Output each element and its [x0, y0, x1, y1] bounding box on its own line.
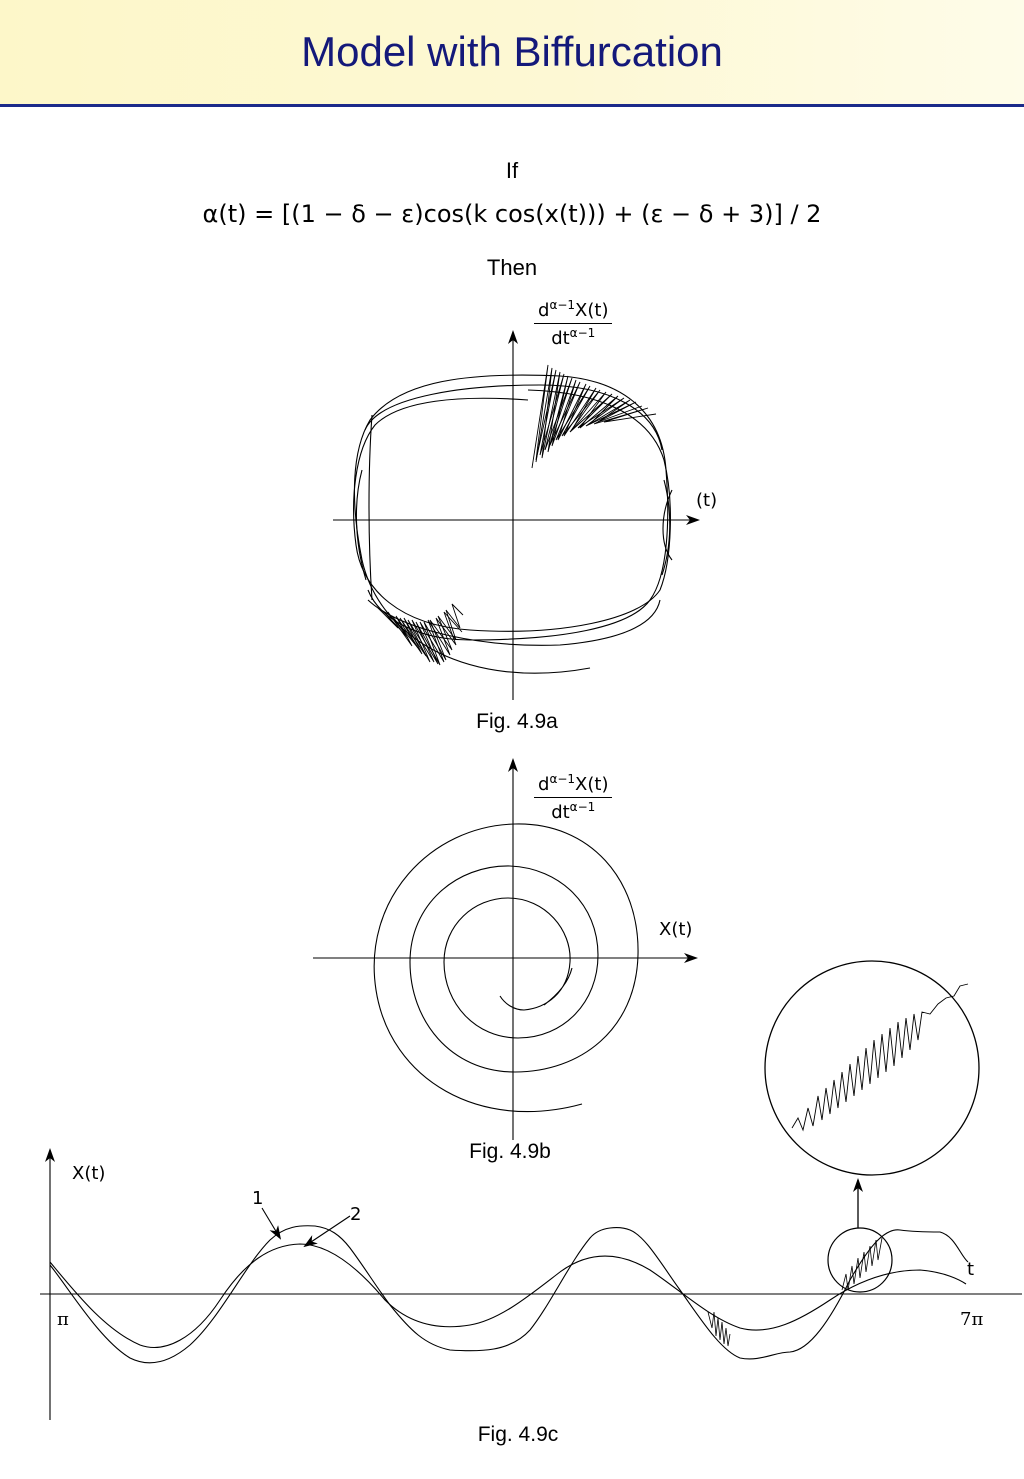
fig-c-diagram	[40, 1150, 1022, 1420]
fig-c-x-start-label: π	[57, 1309, 69, 1330]
fig-c-curve-2-label: 2	[350, 1204, 362, 1225]
then-label: Then	[486, 255, 538, 280]
fig-b-caption: Fig. 4.9b	[469, 1140, 551, 1163]
fig-c-curve-1-label: 1	[252, 1188, 264, 1209]
fig-a-x-axis-label: (t)	[696, 490, 718, 511]
fig-c-zoom-circle	[828, 1228, 892, 1292]
zoom-oscillation	[792, 984, 968, 1130]
if-label: If	[505, 158, 519, 183]
fig-c-x-end-label: 7π	[960, 1309, 984, 1330]
fig-a-y-axis-label: $d^{\alpha-1}X(t)$ $dt^{\alpha-1}$	[534, 298, 612, 349]
fig-c-caption: Fig. 4.9c	[477, 1423, 559, 1446]
fig-b-y-axis-label: $d^{\alpha-1}X(t)$ $dt^{\alpha-1}$	[534, 772, 612, 823]
fig-b-spiral	[374, 824, 638, 1112]
fig-c-t-label: t	[967, 1259, 975, 1280]
fig-c-curve-1-pointer	[262, 1208, 280, 1238]
zoom-circle	[765, 961, 979, 1175]
alpha-formula: α(t) = [(1 − δ − ε)cos(k cos(x(t))) + (ε − δ + 3)] / 2	[202, 200, 822, 228]
fig-b-x-axis-label: X(t)	[659, 919, 693, 940]
page-title: Model with Biffurcation	[301, 28, 723, 75]
fig-c-curve-2-pointer	[305, 1216, 350, 1246]
zoom-inset	[765, 961, 979, 1228]
fig-b-diagram	[313, 760, 696, 1140]
fig-c-oscillation-left	[708, 1312, 730, 1346]
fig-a-oscillation-top	[532, 365, 656, 468]
fig-a-diagram	[333, 332, 698, 700]
fig-a-oscillation-bottom	[378, 604, 463, 665]
fig-c-y-axis-label: X(t)	[72, 1163, 106, 1184]
fig-a-caption: Fig. 4.9a	[476, 710, 558, 733]
